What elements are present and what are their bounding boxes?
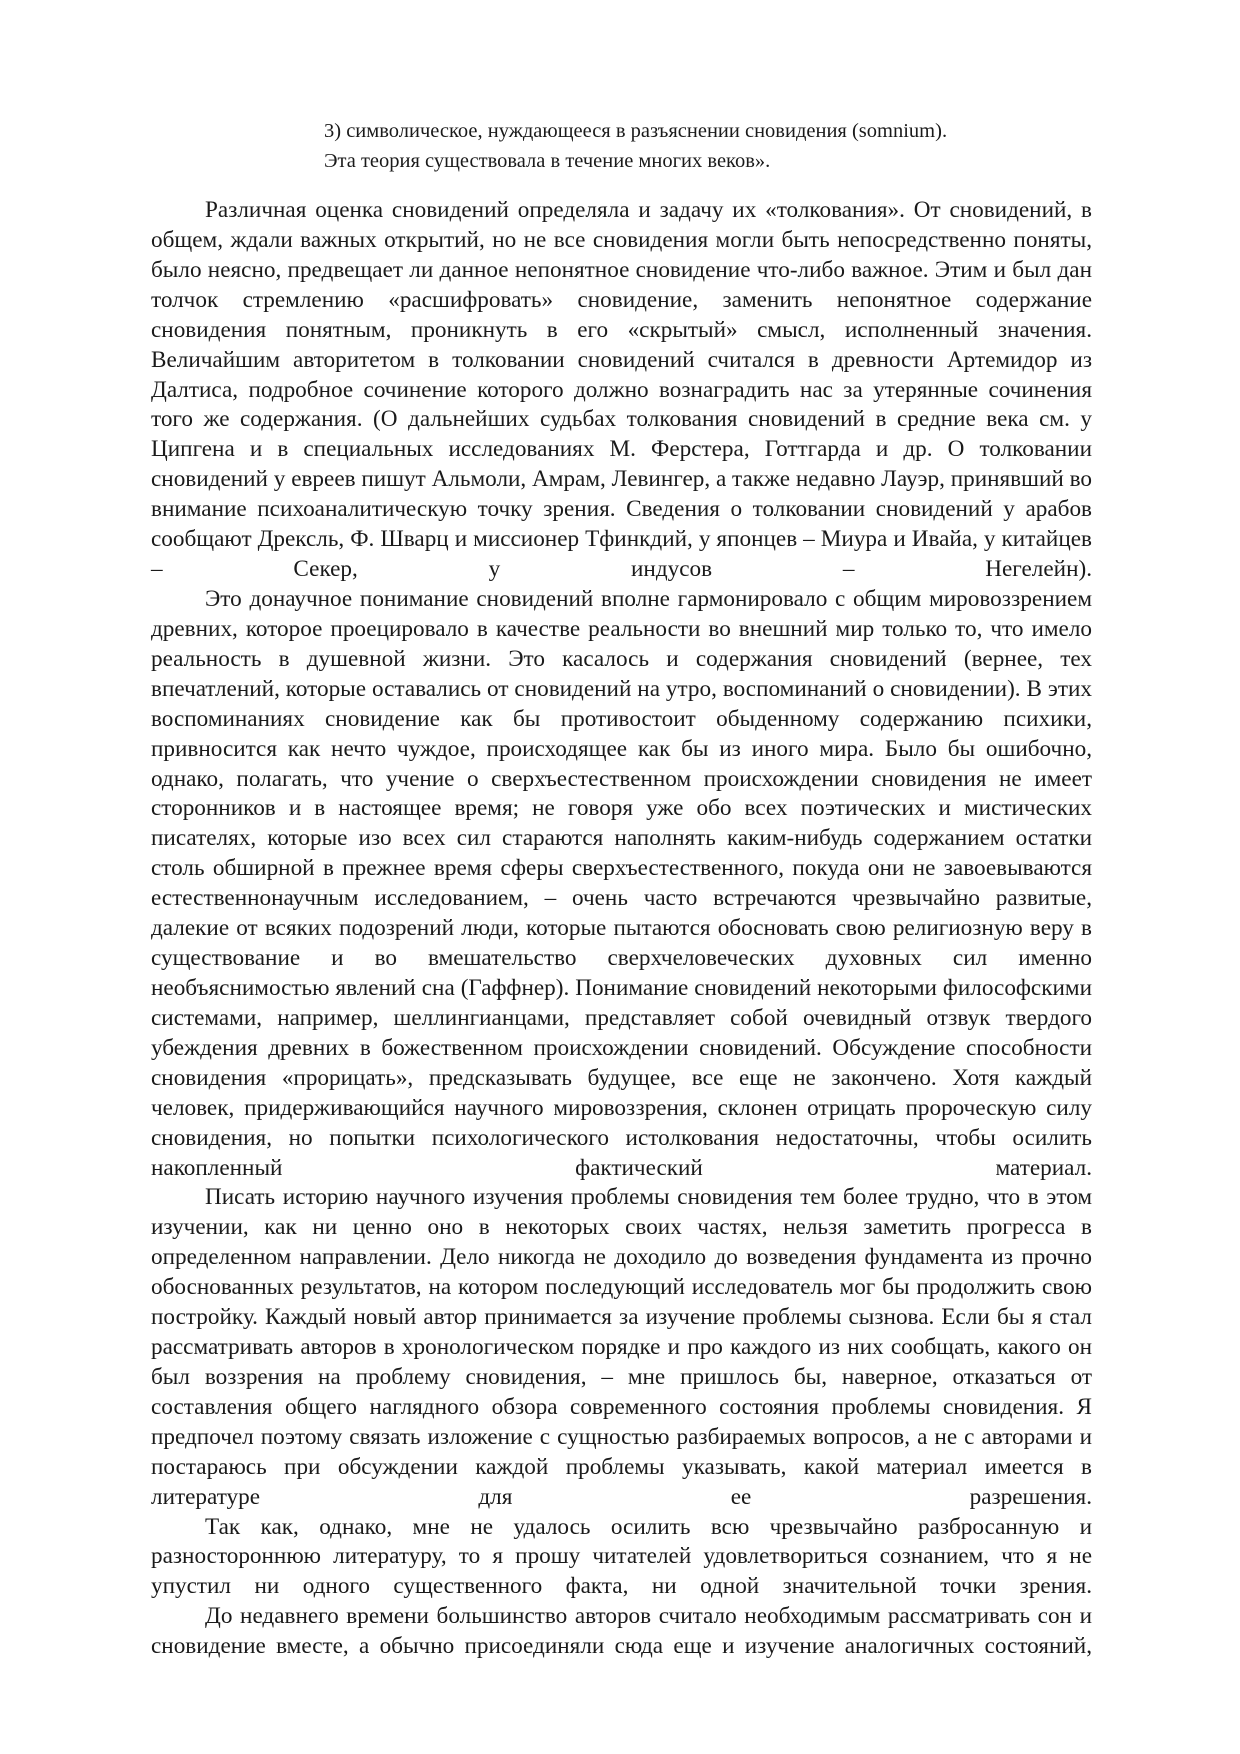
paragraph: Так как, однако, мне не удалось осилить всю чрезвычайно разбросанную и разностороннюю литературу, то я прошу читателей удовлетвориться сознанием, что я не упустил ни одного существенного факта, ни одной значительной точки зрения. — [151, 1513, 1092, 1600]
quote-line: Эта теория существовала в течение многих веков». — [324, 150, 771, 172]
body-text — [151, 196, 1092, 1662]
quote-line: 3) символическое, нуждающееся в разъяснении сновидения (somnium). — [324, 120, 948, 142]
paragraph: Писать историю научного изучения проблемы сновидения тем более трудно, что в этом изучении, как ни ценно оно в некоторых своих частях, нельзя заметить прогресса в определенном направлении. Дело никогда не доходило до возведения фундамента из прочно обоснованных результатов, на котором последующий исследователь мог бы продолжить свою постройку. Каждый новый автор принимается за изучение проблемы сызнова. Если бы я стал рассматривать авторов в хронологическом порядке и про каждого из них сообщать, какого он был воззрения на проблему сновидения, – мне пришлось бы, наверное, отказаться от составления общего наглядного обзора современного состояния проблемы сновидения. Я предпочел поэтому связать изложение с сущностью разбираемых вопросов, а не с авторами и постараюсь при обсуждении каждой проблемы указывать, какой материал имеется в литературе для ее разрешения. — [151, 1184, 1092, 1510]
paragraph: До недавнего времени большинство авторов считало необходимым рассматривать сон и сновидение вместе, а обычно присоединяли сюда еще и изучение аналогичных состояний, — [151, 1603, 1092, 1660]
paragraph: Различная оценка сновидений определяла и задачу их «толкования». От сновидений, в общем, ждали важных открытий, но не все сновидения могли быть непосредственно поняты, было неясно, предвещает ли данное непонятное сновидение что-либо важное. Этим и был дан толчок стремлению «расшифровать» сновидение, заменить непонятное содержание сновидения понятным, проникнуть в его «скрытый» смысл, исполненный значения. Величайшим авторитетом в толковании сновидений считался в древности Артемидор из Далтиса, подробное сочинение которого должно вознаградить нас за утерянные сочинения того же содержания. (О дальнейших судьбах толкования сновидений в средние века см. у Ципгена и в специальных исследованиях М. Ферстера, Готтгарда и др. О толковании сновидений у евреев пишут Альмоли, Амрам, Левингер, а также недавно Лауэр, принявший во внимание психоаналитическую точку зрения. Сведения о толковании сновидений у арабов сообщают Дрексль, Ф. Шварц и миссионер Тфинкдий, у японцев – Миура и Ивайа, у китайцев – Секер, у индусов – Негелейн). — [151, 197, 1092, 583]
paragraph: Это донаучное понимание сновидений вполне гармонировало с общим мировоззрением древних, которое проецировало в качестве реальности во внешний мир только то, что имело реальность в душевной жизни. Это касалось и содержания сновидений (вернее, тех впечатлений, которые оставались от сновидений на утро, воспоминаний о сновидении). В этих воспоминаниях сновидение как бы противостоит обыденному содержанию психики, привносится как нечто чуждое, происходящее как бы из иного мира. Было бы ошибочно, однако, полагать, что учение о сверхъестественном происхождении сновидения не имеет сторонников и в настоящее время; не говоря уже обо всех поэтических и мистических писателях, которые изо всех сил стараются наполнять каким-нибудь содержанием остатки столь обширной в прежнее время сферы сверхъестественного, покуда они не завоевываются естественнонаучным исследованием, – очень часто встречаются чрезвычайно развитые, далекие от всяких подозрений люди, которые пытаются обосновать свою религиозную веру в существование и во вмешательство сверхчеловеческих духовных сил именно необъяснимостью явлений сна (Гаффнер). Понимание сновидений некоторыми философскими системами, например, шеллингианцами, представляет собой очевидный отзвук твердого убеждения древних в божественном происхождении сновидений. Обсуждение способности сновидения «прорицать», предсказывать будущее, все еще не закончено. Хотя каждый человек, придерживающийся научного мировоззрения, склонен отрицать пророческую силу сновидения, но попытки психологического истолкования недостаточны, чтобы осилить накопленный фактический материал. — [151, 585, 1092, 1181]
quote-block — [324, 116, 1084, 176]
